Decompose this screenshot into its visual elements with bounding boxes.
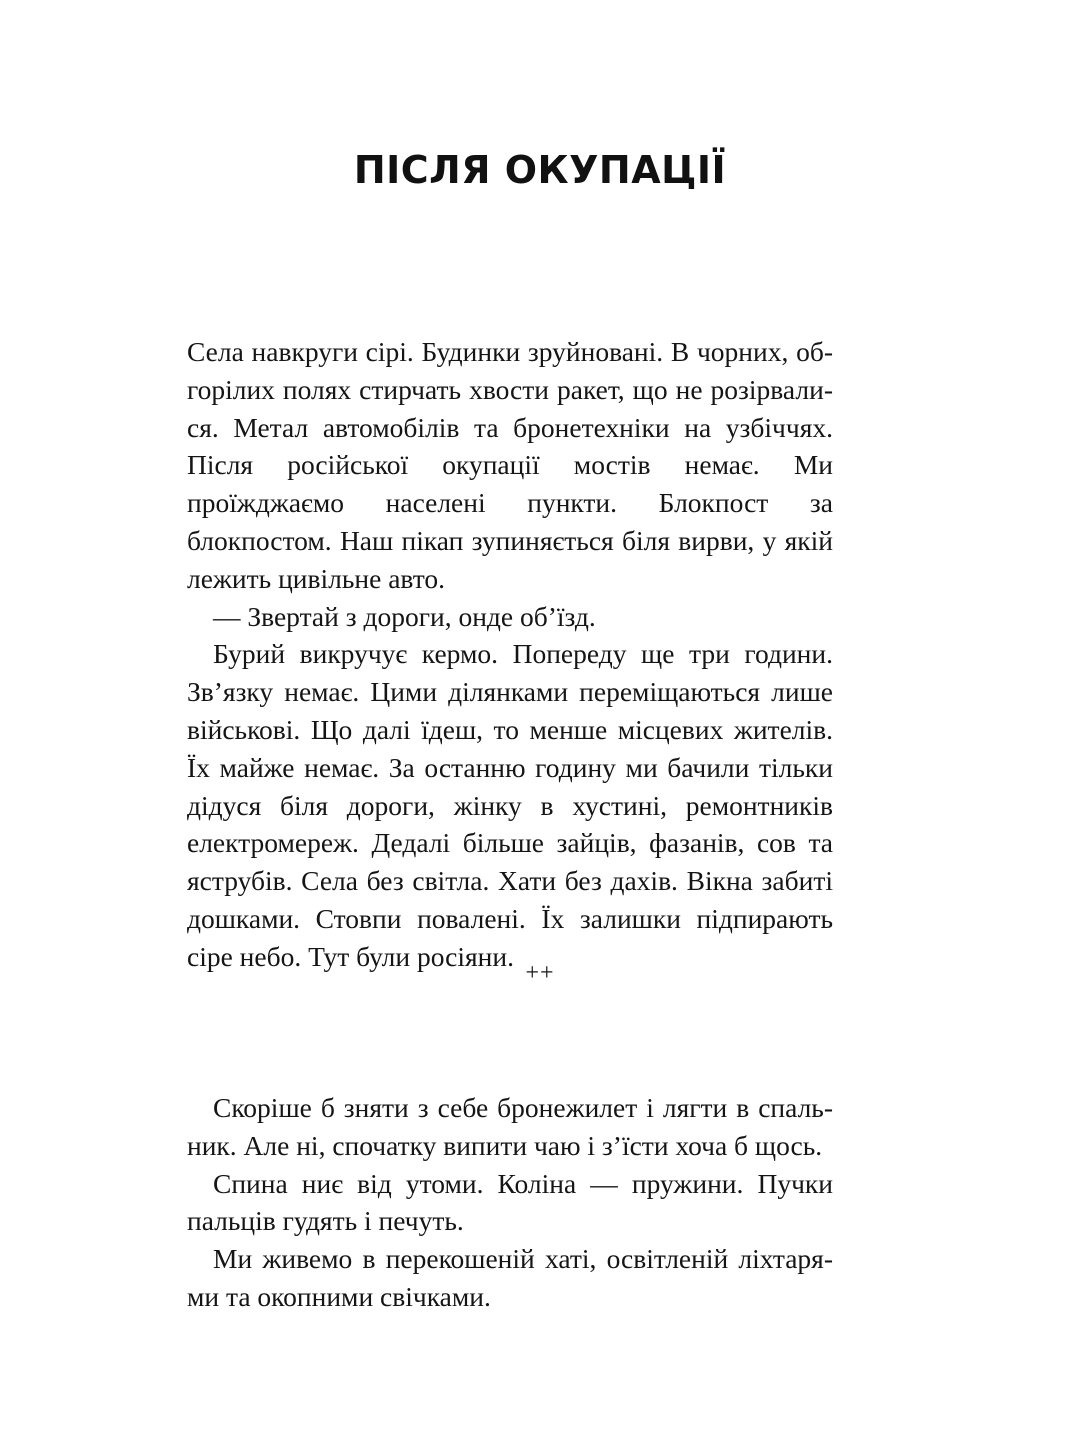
paragraph-4: Скоріше б зняти з себе бронежилет і лягти в спальник. Але ні, спочатку випити чаю і з’їсти хоча б щось.: [187, 1092, 833, 1161]
section-separator: ++: [525, 960, 555, 986]
chapter-title: ПІСЛЯ ОКУПАЦІЇ: [353, 148, 727, 192]
paragraph-6: Ми живемо в перекошеній хаті, освітленій ліхтарями та окопними свічками.: [187, 1243, 833, 1312]
section-2-text: [187, 1089, 833, 1316]
paragraph-2-dialogue: — Звертай з дороги, онде об’їзд.: [213, 600, 596, 632]
paragraph-1: Села навкруги сірі. Будинки зруйновані. В чорних, обгорілих полях стирчать хвости ракет, що не розірвалися. Метал автомобілів та бронетехніки на узбіччях. Після російської окупації мостів немає. Ми проїжджаємо населені пункти. Блокпост за блокпостом. Наш пікап зупиняється біля вирви, у якій лежить цивільне авто.: [187, 336, 833, 594]
paragraph-3: Бурий викручує кермо. Попереду ще три години. Зв’язку немає. Цими ділянками переміщаються лише військові. Що далі їдеш, то менше місцевих жителів. Їх майже немає. За останню годину ми бачили тільки дідуся біля дороги, жінку в хустині, ремонтників електромереж. Дедалі більше зайців, фазанів, сов та яструбів. Села без світла. Хати без дахів. Вікна забиті дошками. Стовпи повалені. Їх залишки підпирають сіре небо. Тут були росіяни.: [187, 638, 833, 972]
section-1-text: [187, 333, 833, 976]
paragraph-5: Спина ниє від утоми. Коліна — пружини. Пучки пальців гудять і печуть.: [187, 1167, 833, 1237]
